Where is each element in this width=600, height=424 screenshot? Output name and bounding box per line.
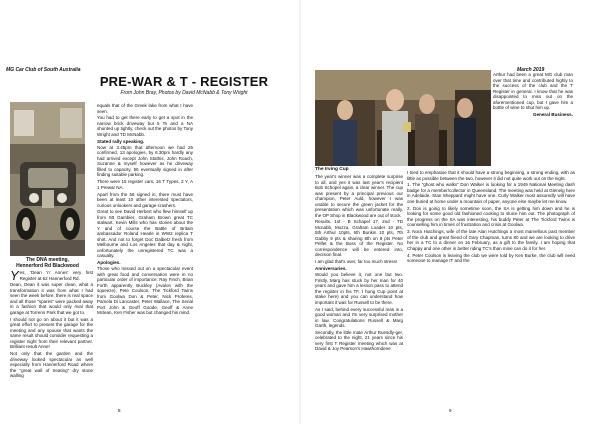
- irving-cup-photo: [315, 70, 491, 166]
- photo-caption-line2: Hennerford Rd Blackwood: [16, 263, 79, 269]
- right-page: [301, 0, 600, 424]
- right-column-2: [407, 170, 575, 402]
- paragraph: 1. The "ghost who walks" Don Walker is looking for a 1949 National Meeting dash badge for a member/collector in Queensland. The meeting was held at Glenelg here in Adelaide. Stan Sheppard might have one. Curly Walker most assuredly will have one buried at home under a mountain of paper, anyone else maybe let me know.: [407, 182, 575, 204]
- left-column-2: [97, 103, 193, 403]
- paragraph: You had to get there early to get a spot in the narrow brick driveway but 5 Ts and a NA shunted up tightly, check out the photos by Tony Wright and TD McNabb.: [97, 115, 193, 137]
- left-column-1: [10, 270, 93, 400]
- paragraph: Secondly, the little mate Arthur Ruesdly-ger, celebrated to the night, 21 years since his very first T Register meeting which was at David & Joy Pearson's Hawthorndene: [315, 329, 403, 352]
- paragraph: I am glad that's over, far too much stress!: [315, 259, 398, 265]
- section-heading: Apologies.: [97, 260, 121, 266]
- paragraph: Now at 3.45pm that afternoon we had 26 confirmed, 13 apologies, by 6.30pm hardly any had arrived except John Stathis, John Roach, Suzanne & myself however as he driveway filled to capacity, 56 eventually signed in after finding suitable parking.: [97, 144, 193, 178]
- section-heading: Stated rally speaking.: [97, 138, 145, 144]
- right-column-1: [315, 174, 403, 402]
- club-header: MG Car Club of South Australia: [6, 67, 81, 73]
- paragraph: I should not go on about it but it was a great effort to present the garage for the meeting and any spouse that wants the same result should consider requesting a register night from their relevant partner. Brilliant result Anne!: [10, 316, 93, 350]
- garage-car-photo: [10, 102, 85, 256]
- paragraph: 2. Don is going to likely sometime soon, the SA is getting him down and he is looking for some good old fashioned cooking to sluice him out. The photograph of the progress on the SA was interesting, his buddy Peter at The Tickford Twins is counselling him in times of frustration and crisis at Goolwa.: [407, 205, 575, 228]
- right-top-column: [493, 72, 573, 118]
- paragraph: 3. Nora Hutchings, wife of the late Alan Hutchings a most marvellous past member of the club and great friend of Gary Chapman, turns 80 and we are looking to drive her in a TC to a dinner on 16 February, as a gift to the family. I am hoping that Chappy and one other in better riding TC's than mine can do it for her.: [407, 229, 575, 251]
- photo-caption: [10, 257, 85, 269]
- left-page: [0, 0, 299, 424]
- paragraph: As I said, behind every successful man is a good woman and I'm very surprised mother in law. Congratulations Russell & Marg Garth, legends.: [315, 306, 403, 329]
- paragraph: Apart from the 56 signed in, there must have been at least 10 other interested spectators, curious onlookers and garage-crashers.: [97, 191, 193, 208]
- section-heading: General Business.: [532, 111, 573, 117]
- photo-label: The Irving Cup: [315, 167, 349, 172]
- page-number: 8: [118, 408, 121, 413]
- paragraph: equals that of the Greek lake from what I have seen.: [97, 103, 193, 114]
- paragraph: Results. 1st - B Schapel 17, 2nd - TD Mcnabb, Mozza, Graham Loader 10 pts, 5th Arthur 10pts, 6th Bunkin 10 pts, 7th Gabby 9 pts & sharing 8th on 8 pts Peter Pelfet & the Boss of the Register. No correspondence will be entered into, decision final.: [315, 219, 403, 258]
- issue-date: March 2019: [517, 67, 545, 73]
- group-at-bar-image: [315, 70, 491, 166]
- paragraph: Those who missed out on a spectacular event with great food and conversation were in no particular order of importance: Ray Finch, Brian Forth apparently Buckley (Avalon with the squeeze), Pete Coulson, The Tickford Twins from Goolwa Don & Peter, Nick Proferes, Pamela Di Lancaster, Peter Wallace, The Serial Port John & Geoff Goode, Geoff & Anne Mclean, Ken Fisher was but changed his mind.: [97, 266, 193, 316]
- vintage-mg-car-image: [10, 102, 85, 256]
- drop-cap: Y: [10, 268, 19, 283]
- paragraph: Great to see David Herbert who flew himself up from Mt Gambier, Graham Brown great TC stalwart, Kevin Mills who has stories about the Y and of course the Battle of Britain ambassador Roland Hearle in WW2 replica T shirt. And not to forget Doc Dalbetz fresh from Melbourne and Los Angeles that day & night, unfortunately the unregistered TC was a casualty.: [97, 209, 193, 259]
- paragraph: The year's winner was a complete surprise to all, and yes it was last year's recipient Bob Schopel again, a clear winner. The cup was present by a principal previous our champion, Peter Auld, however I was unable to secure the green jacket for the presentation which was unfortunate really, the OP Shop in Blackwood are out of stock.: [315, 174, 403, 218]
- paragraph: Would you believe it, not one but two. Firstly, Marg has stuck by her man for 40 years and gave him a lesson pass to attend the register in his TF. I hung Cup point at stake here) and you can understand how important it was for Russell to be there.: [315, 272, 403, 305]
- paragraph: Arthur had been a great MG club man over that time and contributed highly to the success of the club and the T Register in general. I know that he was disappointed to miss out on the aforementioned cup, but I gave him a bottle of wine to shut him up.: [493, 72, 573, 110]
- article-title: PRE-WAR & T - REGISTER: [99, 74, 269, 89]
- paragraph: There were 15 register cars, 16 T Types, 2 Y, A 1 Prewar NA.: [97, 179, 193, 190]
- paragraph: Dean, Dean it was super clean, what a transformation it was from what I had seen the week before, there is real space and all those "spares" were packed away in a fashion that would only rival that garage at Torrens Park that we got to.: [10, 282, 93, 315]
- paragraph: I tried to emphasise that it should have a strong beginning, a strong ending, with as little as possible between the two, however it did not quite work out on the night.: [407, 170, 575, 181]
- page-number: 9: [449, 408, 452, 413]
- section-heading: Anniversaries.: [315, 266, 347, 272]
- paragraph: Not only that the garden and the driveway looked spectacular as well especially from Hannerford Road where the "great wall of treating" dry stone walling: [10, 351, 93, 379]
- paragraph: es, 'Dean 'n' Annes' very first Register at 62 Hannerford Rd.: [19, 270, 93, 281]
- article-byline: From John Bray, Photos by David McNabb & Tony Wright: [120, 90, 248, 96]
- photo-caption-line1: The DNA meeting,: [26, 257, 69, 263]
- paragraph: 4. Peter Coulson is leaving the club we were told by Ken Burke, the club will need someone to manage IT and the: [407, 252, 575, 264]
